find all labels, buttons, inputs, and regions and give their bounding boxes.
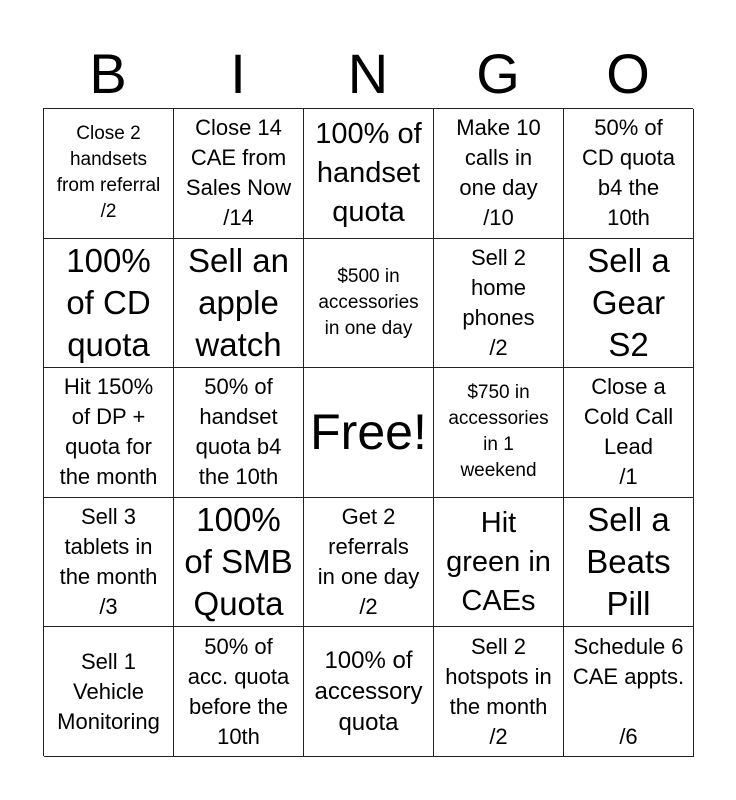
bingo-cell[interactable] [564,368,694,498]
cell-text: 50% of handset quota b4 the 10th [195,374,282,490]
cell-text: Sell an apple watch [188,241,289,363]
bingo-card-grid [43,108,693,756]
bingo-cell[interactable] [434,109,564,239]
cell-text: Make 10 calls in one day /10 [456,115,541,231]
cell-text: Hit 150% of DP + quota for the month [59,374,158,490]
bingo-cell[interactable] [174,109,304,239]
free-space-cell[interactable] [304,368,434,498]
header-letter-n: N [347,42,389,105]
cell-text: Sell 2 hotspots in the month /2 [445,633,552,749]
bingo-cell[interactable] [44,498,174,628]
cell-text: Close a Cold Call Lead /1 [583,374,674,490]
cell-text: Hit green in CAEs [446,506,551,617]
bingo-cell[interactable] [304,498,434,628]
bingo-cell[interactable] [304,239,434,369]
cell-text: Close 2 handsets from referral /2 [56,123,161,223]
cell-text: 100% of CD quota [66,241,151,363]
bingo-cell[interactable] [434,498,564,628]
bingo-cell[interactable] [434,627,564,757]
cell-text: 100% of handset quota [315,117,422,228]
bingo-cell[interactable] [564,498,694,628]
cell-text: $500 in accessories in one day [318,265,419,339]
bingo-cell[interactable] [434,368,564,498]
bingo-cell[interactable] [44,239,174,369]
cell-text: 50% of acc. quota before the 10th [187,633,290,749]
bingo-cell[interactable] [434,239,564,369]
cell-text: 100% of SMB Quota [184,501,293,623]
bingo-cell[interactable] [174,239,304,369]
bingo-cell[interactable] [304,109,434,239]
cell-text: Sell 3 tablets in the month /3 [59,504,158,620]
cell-text: Sell 1 Vehicle Monitoring [57,648,160,734]
bingo-cell[interactable] [44,627,174,757]
cell-text: Schedule 6 CAE appts. /6 [572,633,685,749]
cell-text: $750 in accessories in 1 weekend [448,382,549,482]
header-letter-g: G [476,42,520,105]
header-letter-b: B [89,42,127,105]
cell-text: Sell 2 home phones /2 [462,244,535,360]
cell-text: Sell a Beats Pill [586,501,671,623]
bingo-cell[interactable] [44,109,174,239]
cell-text: 100% of accessory quota [314,647,423,737]
bingo-cell[interactable] [564,109,694,239]
bingo-cell[interactable] [174,627,304,757]
bingo-header [43,40,693,108]
cell-text: Close 14 CAE from Sales Now /14 [185,115,292,231]
cell-text: Sell a Gear S2 [587,241,670,363]
free-space-text: Free! [310,404,427,461]
header-letter-o: O [606,42,650,105]
cell-text: 50% of CD quota b4 the 10th [582,115,675,231]
bingo-cell[interactable] [44,368,174,498]
cell-text: Get 2 referrals in one day /2 [317,504,420,620]
header-letter-i: I [230,42,246,105]
bingo-cell[interactable] [174,368,304,498]
bingo-cell[interactable] [174,498,304,628]
bingo-cell[interactable] [304,627,434,757]
bingo-cell[interactable] [564,239,694,369]
bingo-cell[interactable] [564,627,694,757]
